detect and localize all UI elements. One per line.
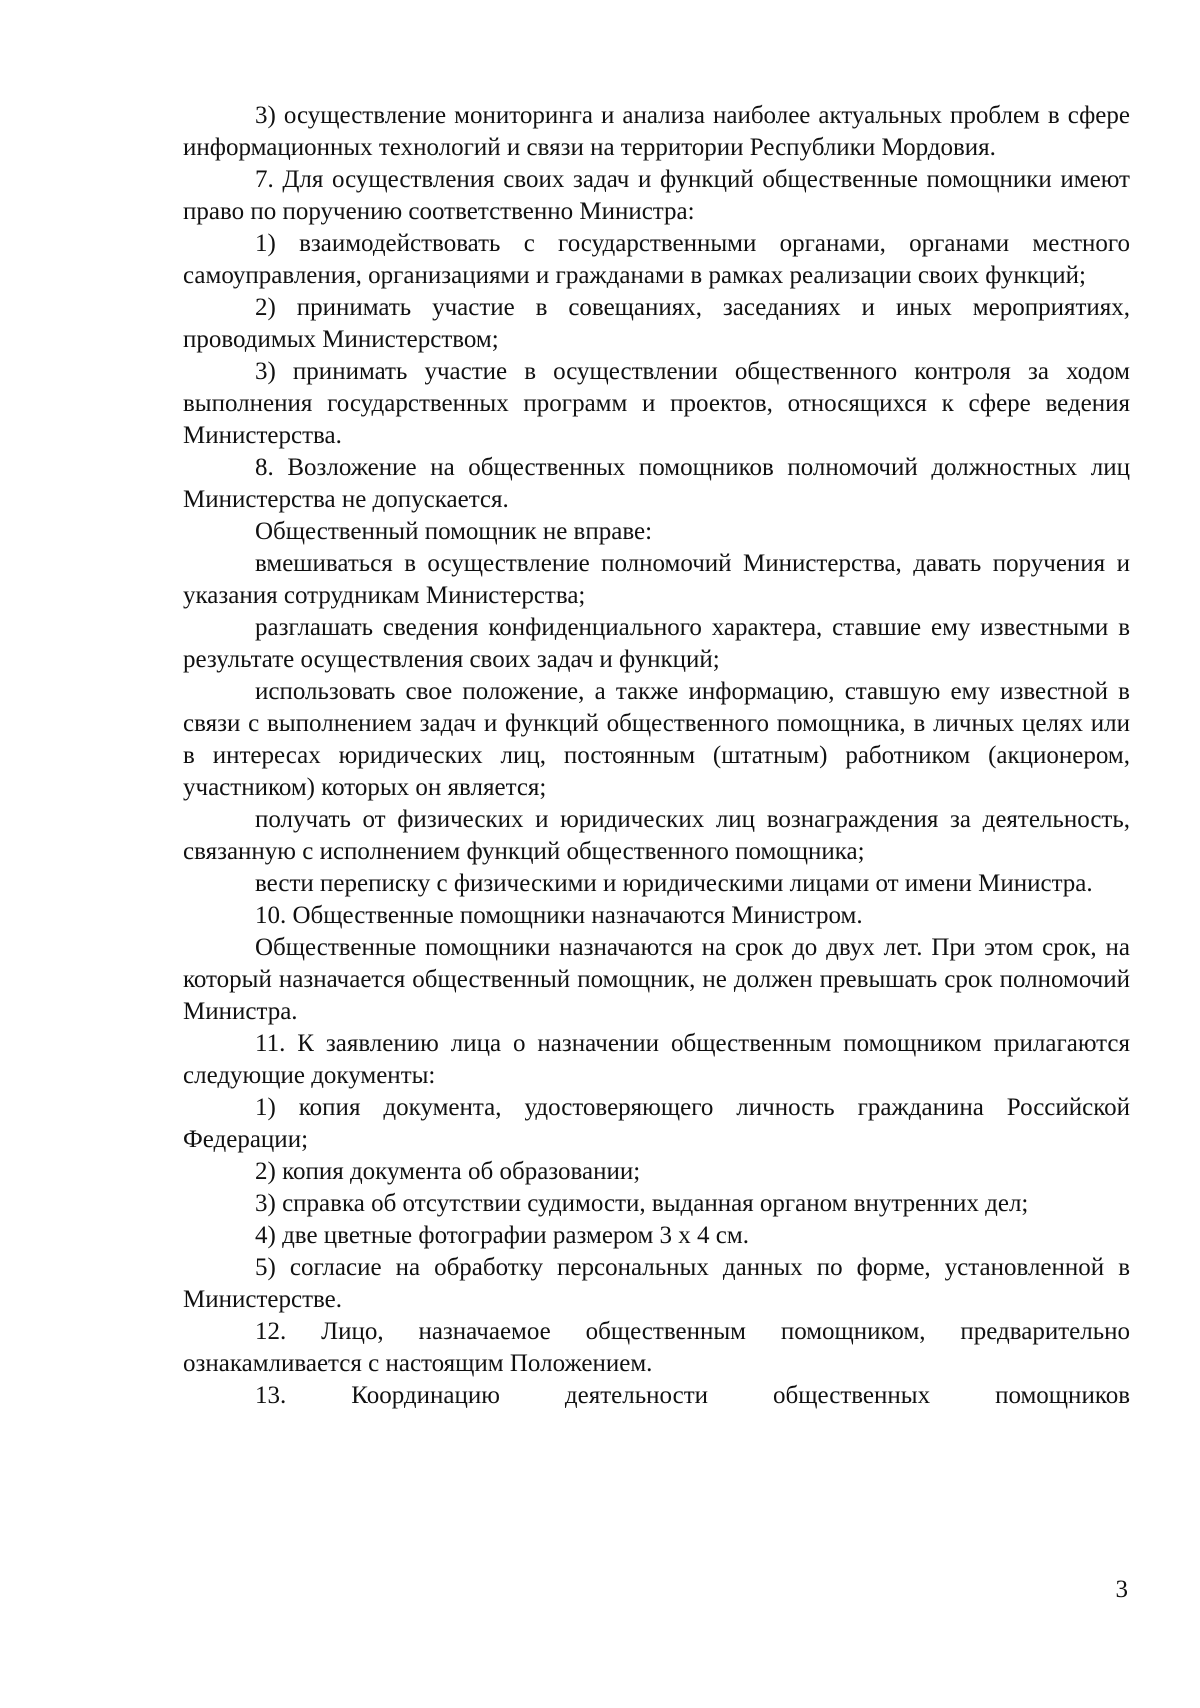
paragraph-11-item-3: 3) справка об отсутствии судимости, выданная органом внутренних дел; <box>255 1190 1029 1217</box>
paragraph-7-item-1: 1) взаимодействовать с государственными органами, органами местного самоуправления, организациями и гражданами в рамках реализации своих функций; <box>183 230 1130 289</box>
page-number: 3 <box>1115 1576 1128 1603</box>
paragraph-10: 10. Общественные помощники назначаются Министром. <box>255 902 863 929</box>
paragraph-7: 7. Для осуществления своих задач и функций общественные помощники имеют право по поручению соответственно Министра: <box>183 166 1130 225</box>
paragraph-11-item-2: 2) копия документа об образовании; <box>255 1158 641 1185</box>
restriction-rewards: получать от физических и юридических лиц вознаграждения за деятельность, связанную с исполнением функций общественного помощника; <box>183 806 1130 865</box>
paragraph-restrictions-intro: Общественный помощник не вправе: <box>255 518 653 545</box>
paragraph-8: 8. Возложение на общественных помощников полномочий должностных лиц Министерства не допускается. <box>183 454 1130 513</box>
paragraph-7-item-2: 2) принимать участие в совещаниях, заседаниях и иных мероприятиях, проводимых Министерством; <box>183 294 1130 353</box>
restriction-interfere: вмешиваться в осуществление полномочий Министерства, давать поручения и указания сотрудникам Министерства; <box>183 550 1130 609</box>
paragraph-11-item-1: 1) копия документа, удостоверяющего личность гражданина Российской Федерации; <box>183 1094 1130 1153</box>
restriction-use-position: использовать свое положение, а также информацию, ставшую ему известной в связи с выполнением задач и функций общественного помощника, в личных целях или в интересах юридических лиц, постоянным (штатным) работником (акционером, участником) которых он является; <box>183 678 1130 801</box>
paragraph-11-item-5: 5) согласие на обработку персональных данных по форме, установленной в Министерстве. <box>183 1254 1130 1313</box>
restriction-correspondence: вести переписку с физическими и юридическими лицами от имени Министра. <box>255 870 1093 897</box>
paragraph-11-item-4: 4) две цветные фотографии размером 3 х 4 см. <box>255 1222 749 1249</box>
paragraph-12: 12. Лицо, назначаемое общественным помощником, предварительно ознакамливается с настоящим Положением. <box>183 1318 1130 1377</box>
document-body <box>183 100 1130 1412</box>
paragraph-11: 11. К заявлению лица о назначении общественным помощником прилагаются следующие документы: <box>183 1030 1130 1089</box>
paragraph-7-item-3: 3) принимать участие в осуществлении общественного контроля за ходом выполнения государственных программ и проектов, относящихся к сфере ведения Министерства. <box>183 358 1130 449</box>
paragraph-10-term: Общественные помощники назначаются на срок до двух лет. При этом срок, на который назначается общественный помощник, не должен превышать срок полномочий Министра. <box>183 934 1130 1025</box>
paragraph-13: 13. Координацию деятельности общественных помощников <box>255 1382 1130 1409</box>
paragraph-monitoring: 3) осуществление мониторинга и анализа наиболее актуальных проблем в сфере информационных технологий и связи на территории Республики Мордовия. <box>183 102 1130 161</box>
restriction-disclose: разглашать сведения конфиденциального характера, ставшие ему известными в результате осуществления своих задач и функций; <box>183 614 1130 673</box>
